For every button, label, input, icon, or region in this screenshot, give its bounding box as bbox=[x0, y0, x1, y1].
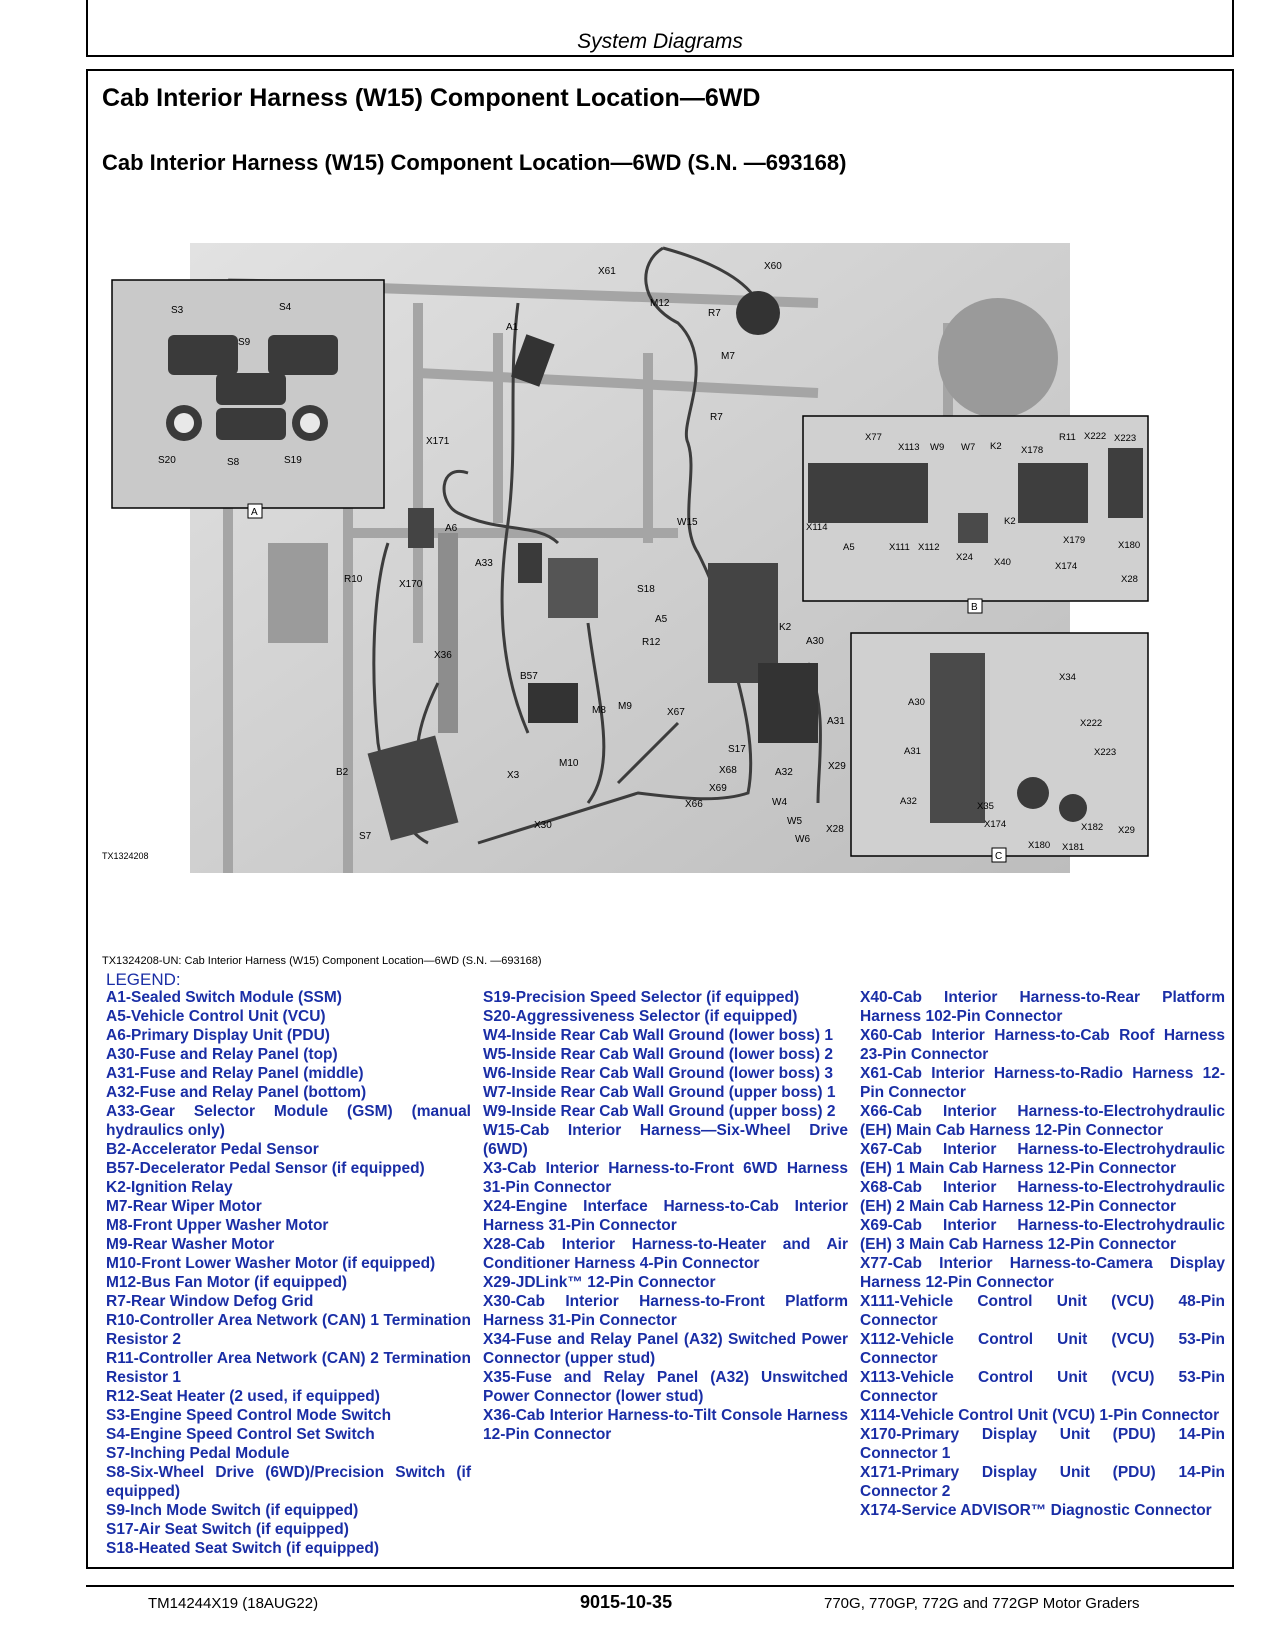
svg-text:X174: X174 bbox=[984, 819, 1007, 830]
page-title: Cab Interior Harness (W15) Component Location—6WD bbox=[102, 84, 761, 112]
legend-item: M8-Front Upper Washer Motor bbox=[106, 1217, 329, 1234]
svg-text:R10: R10 bbox=[344, 574, 363, 585]
legend-item: X171-Primary Display Unit (PDU) 14-Pin Connector 2 bbox=[860, 1464, 1225, 1500]
svg-text:B2: B2 bbox=[336, 767, 349, 778]
legend-item: M9-Rear Washer Motor bbox=[106, 1236, 275, 1253]
legend-item: X35-Fuse and Relay Panel (A32) Unswitched Power Connector (lower stud) bbox=[483, 1369, 848, 1405]
footer-page-number: 9015-10-35 bbox=[580, 1592, 673, 1612]
svg-text:A32: A32 bbox=[775, 767, 793, 778]
svg-text:X30: X30 bbox=[534, 820, 552, 831]
legend-item: W9-Inside Rear Cab Wall Ground (upper boss) 2 bbox=[483, 1103, 836, 1120]
legend-column-3 bbox=[860, 988, 1225, 1520]
svg-text:A32: A32 bbox=[900, 796, 917, 807]
legend-item: X77-Cab Interior Harness-to-Camera Display Harness 12-Pin Connector bbox=[860, 1255, 1225, 1291]
svg-text:A31: A31 bbox=[827, 716, 845, 727]
svg-text:X222: X222 bbox=[1084, 431, 1107, 442]
svg-text:X223: X223 bbox=[1094, 747, 1117, 758]
footer-model: 770G, 770GP, 772G and 772GP Motor Graders bbox=[824, 1595, 1140, 1612]
legend-item: W15-Cab Interior Harness—Six-Wheel Drive (6WD) bbox=[483, 1122, 848, 1158]
legend-item: B2-Accelerator Pedal Sensor bbox=[106, 1141, 319, 1158]
svg-text:X174: X174 bbox=[1055, 561, 1078, 572]
svg-text:R12: R12 bbox=[642, 637, 661, 648]
svg-text:M9: M9 bbox=[618, 701, 632, 712]
legend-item: A5-Vehicle Control Unit (VCU) bbox=[106, 1008, 326, 1025]
svg-text:X28: X28 bbox=[1121, 574, 1138, 585]
legend-item: X24-Engine Interface Harness-to-Cab Interior Harness 31-Pin Connector bbox=[483, 1198, 848, 1234]
legend-item: X112-Vehicle Control Unit (VCU) 53-Pin Connector bbox=[860, 1331, 1225, 1367]
legend-item: R7-Rear Window Defog Grid bbox=[106, 1293, 314, 1310]
svg-text:A33: A33 bbox=[475, 558, 493, 569]
svg-text:X29: X29 bbox=[828, 761, 846, 772]
legend-item: X66-Cab Interior Harness-to-Electrohydraulic (EH) Main Cab Harness 12-Pin Connector bbox=[860, 1103, 1225, 1139]
svg-text:S7: S7 bbox=[359, 831, 372, 842]
svg-text:C: C bbox=[995, 851, 1003, 862]
svg-text:S20: S20 bbox=[158, 455, 176, 466]
svg-text:M7: M7 bbox=[721, 351, 735, 362]
svg-text:A31: A31 bbox=[904, 746, 921, 757]
svg-text:B: B bbox=[971, 602, 978, 613]
svg-text:X67: X67 bbox=[667, 707, 685, 718]
svg-text:B57: B57 bbox=[520, 671, 538, 682]
svg-text:X68: X68 bbox=[719, 765, 737, 776]
svg-text:X61: X61 bbox=[598, 266, 616, 277]
figure-caption: TX1324208-UN: Cab Interior Harness (W15) Component Location—6WD (S.N. —693168) bbox=[102, 955, 542, 967]
svg-text:X112: X112 bbox=[918, 542, 940, 553]
legend-column-1 bbox=[106, 988, 471, 1558]
svg-text:A30: A30 bbox=[806, 636, 824, 647]
svg-text:X113: X113 bbox=[898, 442, 920, 453]
legend-item: R12-Seat Heater (2 used, if equipped) bbox=[106, 1388, 380, 1405]
svg-text:W4: W4 bbox=[772, 797, 787, 808]
legend-item: X111-Vehicle Control Unit (VCU) 48-Pin Connector bbox=[860, 1293, 1225, 1329]
svg-text:X180: X180 bbox=[1118, 540, 1141, 551]
legend-item: R10-Controller Area Network (CAN) 1 Termination Resistor 2 bbox=[106, 1312, 471, 1348]
legend-item: W4-Inside Rear Cab Wall Ground (lower boss) 1 bbox=[483, 1027, 833, 1044]
svg-text:X3: X3 bbox=[507, 770, 520, 781]
svg-text:S3: S3 bbox=[171, 305, 184, 316]
legend-item: W7-Inside Rear Cab Wall Ground (upper boss) 1 bbox=[483, 1084, 836, 1101]
legend-item: M12-Bus Fan Motor (if equipped) bbox=[106, 1274, 348, 1291]
footer-doc-id: TM14244X19 (18AUG22) bbox=[148, 1595, 319, 1612]
legend-item: X34-Fuse and Relay Panel (A32) Switched Power Connector (upper stud) bbox=[483, 1331, 848, 1367]
legend-item: X174-Service ADVISOR™ Diagnostic Connector bbox=[860, 1502, 1212, 1519]
legend-item: X69-Cab Interior Harness-to-Electrohydraulic (EH) 3 Main Cab Harness 12-Pin Connector bbox=[860, 1217, 1225, 1253]
legend-item: S20-Aggressiveness Selector (if equipped) bbox=[483, 1008, 798, 1025]
legend-item: A6-Primary Display Unit (PDU) bbox=[106, 1027, 330, 1044]
legend-item: X40-Cab Interior Harness-to-Rear Platform Harness 102-Pin Connector bbox=[860, 989, 1225, 1025]
legend-item: R11-Controller Area Network (CAN) 2 Termination Resistor 1 bbox=[106, 1350, 471, 1386]
harness-figure bbox=[102, 243, 1202, 906]
legend-item: X113-Vehicle Control Unit (VCU) 53-Pin Connector bbox=[860, 1369, 1225, 1405]
legend-item: A33-Gear Selector Module (GSM) (manual hydraulics only) bbox=[106, 1103, 471, 1139]
legend-item: A32-Fuse and Relay Panel (bottom) bbox=[106, 1084, 367, 1101]
svg-text:S17: S17 bbox=[728, 744, 746, 755]
legend-item: S7-Inching Pedal Module bbox=[106, 1445, 290, 1462]
svg-text:X171: X171 bbox=[426, 436, 450, 447]
legend-item: S9-Inch Mode Switch (if equipped) bbox=[106, 1502, 359, 1519]
svg-text:X179: X179 bbox=[1063, 535, 1086, 546]
inset-a bbox=[112, 280, 384, 518]
svg-text:X69: X69 bbox=[709, 783, 727, 794]
legend-item: X68-Cab Interior Harness-to-Electrohydraulic (EH) 2 Main Cab Harness 12-Pin Connector bbox=[860, 1179, 1225, 1215]
svg-text:K2: K2 bbox=[990, 441, 1002, 452]
svg-text:R11: R11 bbox=[1059, 432, 1076, 443]
svg-text:A30: A30 bbox=[908, 697, 925, 708]
svg-text:X222: X222 bbox=[1080, 718, 1103, 729]
svg-text:W7: W7 bbox=[961, 442, 976, 453]
svg-text:X29: X29 bbox=[1118, 825, 1135, 836]
svg-text:X180: X180 bbox=[1028, 840, 1051, 851]
svg-text:X60: X60 bbox=[764, 261, 782, 272]
legend-item: S3-Engine Speed Control Mode Switch bbox=[106, 1407, 392, 1424]
legend-item: S8-Six-Wheel Drive (6WD)/Precision Switch (if equipped) bbox=[106, 1464, 471, 1500]
legend-item: S17-Air Seat Switch (if equipped) bbox=[106, 1521, 349, 1538]
figure-id: TX1324208 bbox=[102, 851, 149, 861]
legend-item: X3-Cab Interior Harness-to-Front 6WD Harness 31-Pin Connector bbox=[483, 1160, 848, 1196]
svg-text:A5: A5 bbox=[655, 614, 668, 625]
svg-text:S8: S8 bbox=[227, 457, 240, 468]
svg-text:A: A bbox=[251, 507, 258, 518]
legend-item: S18-Heated Seat Switch (if equipped) bbox=[106, 1540, 380, 1557]
section-header: System Diagrams bbox=[577, 30, 743, 53]
svg-text:X40: X40 bbox=[994, 557, 1011, 568]
inset-c bbox=[851, 633, 1148, 862]
legend-title: LEGEND: bbox=[106, 970, 181, 989]
svg-text:A1: A1 bbox=[506, 322, 519, 333]
svg-text:X36: X36 bbox=[434, 650, 452, 661]
svg-text:S19: S19 bbox=[284, 455, 302, 466]
legend-item: A31-Fuse and Relay Panel (middle) bbox=[106, 1065, 364, 1082]
svg-text:S9: S9 bbox=[238, 337, 251, 348]
svg-text:M8: M8 bbox=[592, 705, 606, 716]
svg-text:W6: W6 bbox=[795, 834, 810, 845]
legend-item: W5-Inside Rear Cab Wall Ground (lower boss) 2 bbox=[483, 1046, 833, 1063]
svg-text:K2: K2 bbox=[779, 622, 792, 633]
svg-text:M10: M10 bbox=[559, 758, 579, 769]
svg-text:X24: X24 bbox=[956, 552, 973, 563]
legend-item: X36-Cab Interior Harness-to-Tilt Console Harness 12-Pin Connector bbox=[483, 1407, 848, 1443]
legend-item: X61-Cab Interior Harness-to-Radio Harness 12-Pin Connector bbox=[860, 1065, 1225, 1101]
svg-text:X181: X181 bbox=[1062, 842, 1085, 853]
legend-item: X28-Cab Interior Harness-to-Heater and Air Conditioner Harness 4-Pin Connector bbox=[483, 1236, 848, 1272]
svg-text:A5: A5 bbox=[843, 542, 855, 553]
svg-text:X223: X223 bbox=[1114, 433, 1137, 444]
svg-text:X77: X77 bbox=[865, 432, 882, 443]
page-subtitle: Cab Interior Harness (W15) Component Location—6WD (S.N. —693168) bbox=[102, 150, 847, 175]
svg-text:R7: R7 bbox=[708, 308, 721, 319]
svg-text:K2: K2 bbox=[1004, 516, 1016, 527]
legend-item: A1-Sealed Switch Module (SSM) bbox=[106, 989, 342, 1006]
svg-text:X178: X178 bbox=[1021, 445, 1044, 456]
inset-b bbox=[803, 416, 1148, 613]
svg-text:X182: X182 bbox=[1081, 822, 1104, 833]
legend-item: M10-Front Lower Washer Motor (if equipped) bbox=[106, 1255, 436, 1272]
svg-text:W5: W5 bbox=[787, 816, 802, 827]
legend-item: X29-JDLink™ 12-Pin Connector bbox=[483, 1274, 716, 1291]
legend-item: X67-Cab Interior Harness-to-Electrohydraulic (EH) 1 Main Cab Harness 12-Pin Connector bbox=[860, 1141, 1225, 1177]
svg-text:A6: A6 bbox=[445, 523, 458, 534]
svg-text:S4: S4 bbox=[279, 302, 292, 313]
svg-text:X35: X35 bbox=[977, 801, 994, 812]
svg-text:X170: X170 bbox=[399, 579, 423, 590]
svg-text:W9: W9 bbox=[930, 442, 945, 453]
svg-text:W15: W15 bbox=[677, 517, 698, 528]
legend-item: S4-Engine Speed Control Set Switch bbox=[106, 1426, 375, 1443]
legend-item: W6-Inside Rear Cab Wall Ground (lower boss) 3 bbox=[483, 1065, 833, 1082]
svg-text:X114: X114 bbox=[806, 522, 828, 533]
svg-text:X34: X34 bbox=[1059, 672, 1076, 683]
legend-item: X60-Cab Interior Harness-to-Cab Roof Harness 23-Pin Connector bbox=[860, 1027, 1225, 1063]
legend-item: X114-Vehicle Control Unit (VCU) 1-Pin Connector bbox=[860, 1407, 1220, 1424]
svg-text:X66: X66 bbox=[685, 799, 703, 810]
legend-column-2 bbox=[483, 988, 848, 1444]
legend-item: X30-Cab Interior Harness-to-Front Platform Harness 31-Pin Connector bbox=[483, 1293, 848, 1329]
svg-text:M12: M12 bbox=[650, 298, 670, 309]
svg-text:S18: S18 bbox=[637, 584, 655, 595]
svg-text:X28: X28 bbox=[826, 824, 844, 835]
footer-rule bbox=[86, 1585, 1234, 1587]
svg-text:R7: R7 bbox=[710, 412, 723, 423]
legend-item: K2-Ignition Relay bbox=[106, 1179, 233, 1196]
legend-item: B57-Decelerator Pedal Sensor (if equipped) bbox=[106, 1160, 425, 1177]
legend-item: S19-Precision Speed Selector (if equipped) bbox=[483, 989, 800, 1006]
legend-item: M7-Rear Wiper Motor bbox=[106, 1198, 262, 1215]
legend-item: A30-Fuse and Relay Panel (top) bbox=[106, 1046, 338, 1063]
svg-text:X111: X111 bbox=[889, 542, 910, 553]
legend-item: X170-Primary Display Unit (PDU) 14-Pin Connector 1 bbox=[860, 1426, 1225, 1462]
